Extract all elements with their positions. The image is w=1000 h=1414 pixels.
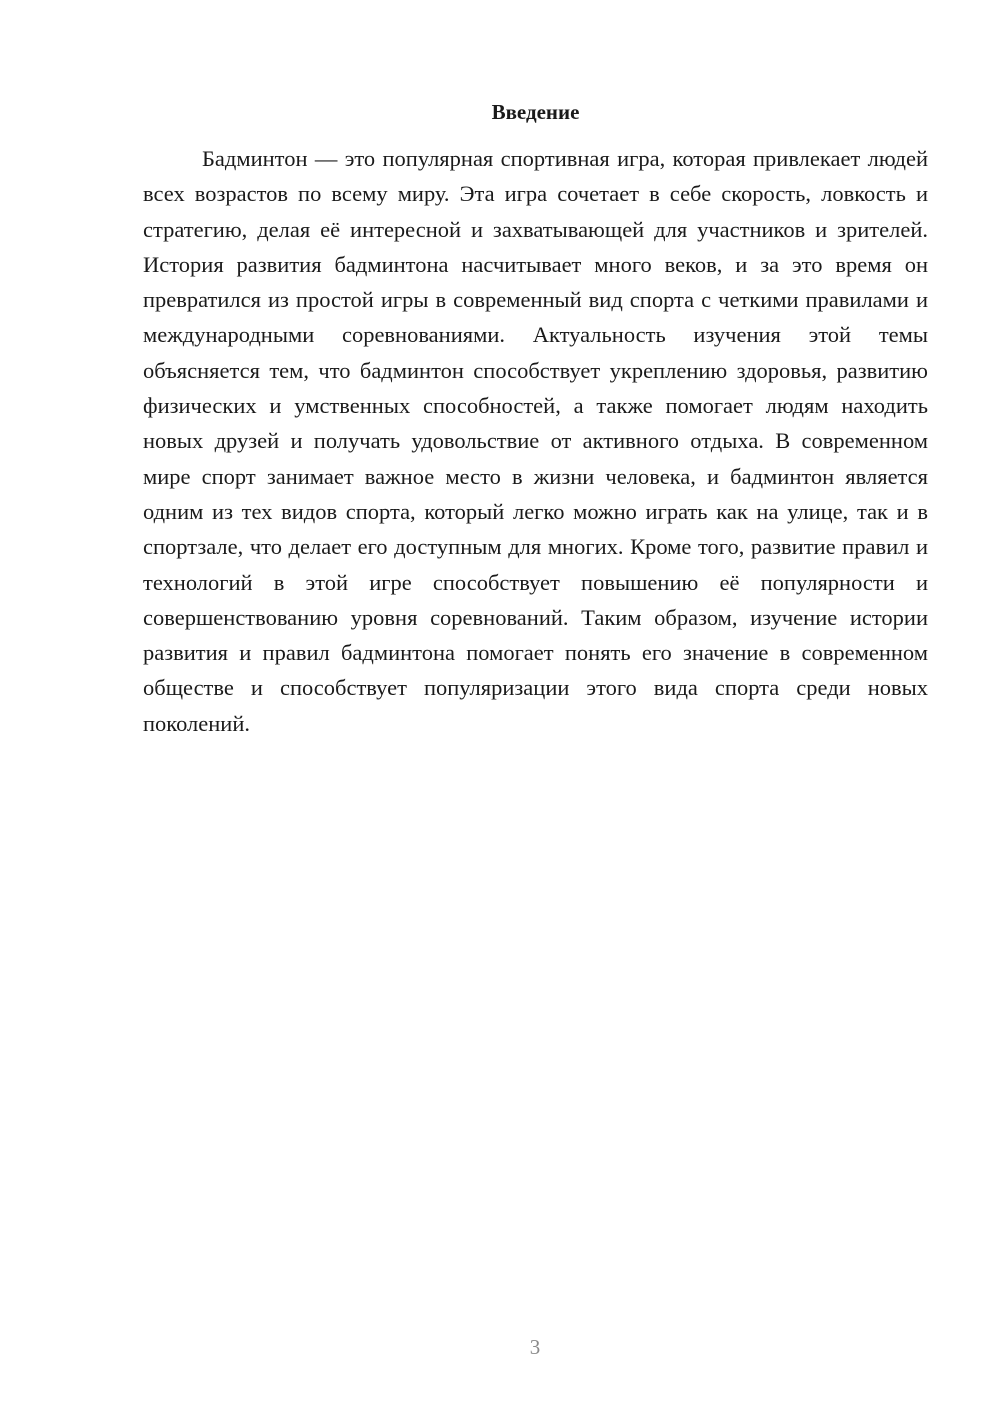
section-heading: Введение [491, 100, 580, 124]
body-paragraph: Бадминтон — это популярная спортивная игра, которая привлекает людей всех возрастов по всему миру. Эта игра сочетает в себе скорость, ловкость и стратегию, делая её интересной и захватывающей для участников и зрителей. История развития бадминтона насчитывает много веков, и за это время он превратился из простой игры в современный вид спорта с четкими правилами и международными соревнованиями. Актуальность изучения этой темы объясняется тем, что бадминтон способствует укреплению здоровья, развитию физических и умственных способностей, а также помогает людям находить новых друзей и получать удовольствие от активного отдыха. В современном мире спорт занимает важное место в жизни человека, и бадминтон является одним из тех видов спорта, который легко можно играть как на улице, так и в спортзале, что делает его доступным для многих. Кроме того, развитие правил и технологий в этой игре способствует повышению её популярности и совершенствованию уровня соревнований. Таким образом, изучение истории развития и правил бадминтона помогает понять его значение в современном обществе и способствует популяризации этого вида спорта среди новых поколений. [143, 146, 928, 736]
page-number: 3 [529, 1335, 541, 1359]
